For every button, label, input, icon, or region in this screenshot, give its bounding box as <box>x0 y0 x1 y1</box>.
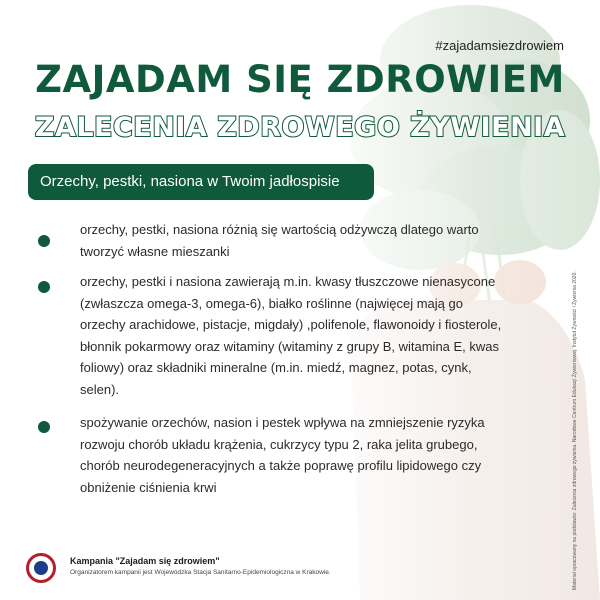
bullet-text: orzechy, pestki i nasiona zawierają m.in. kwasy tłuszczowe nienasycone (zwłaszcza omega-3, omega-6), białko roślinne (najwięcej mają go orzechy arachidowe, pistacje, migdały) ,polifenole, flawonoidy i fiosterole, błonnik pokarmowy oraz witaminy (witaminy z grupy B, witamina E, kwas foliowy) oraz składniki mineralne (m.in. miedź, magnez, potas, cynk, selen). <box>80 274 502 397</box>
section-heading: Orzechy, pestki, nasiona w Twoim jadłospisie <box>28 164 374 200</box>
bullet-text: orzechy, pestki, nasiona różnią się wartością odżywczą dlatego warto tworzyć własne mieszanki <box>80 222 479 259</box>
source-note: Materiał opracowany na podstawie: Zalecenia zdrowego żywienia. Narodowe Centrum Edukacji Żywieniowej. Instytut Żywności i Żywienia 2020. <box>572 271 578 590</box>
page-title: ZAJADAM SIĘ ZDROWIEM <box>35 58 565 101</box>
bullet-dot-icon <box>38 421 50 433</box>
bullet-dot-icon <box>38 235 50 247</box>
bullet-text: spożywanie orzechów, nasion i pestek wpływa na zmniejszenie ryzyka rozwoju chorób układu krążenia, cukrzycy typu 2, raka jelita grubego, chorób neurodegeneracyjnych a także poprawę profilu lipidowego czy obniżenie ciśnienia krwi <box>80 415 485 495</box>
footer-title: Kampania "Zajadam się zdrowiem" <box>70 556 220 566</box>
sanepid-emblem-icon <box>26 553 56 583</box>
bullet-dot-icon <box>38 281 50 293</box>
footer-subtitle: Organizatorem kampanii jest Wojewódzka Stacja Sanitarno-Epidemiologiczna w Krakowie. <box>70 569 331 576</box>
hashtag: #zajadamsiezdrowiem <box>435 38 564 53</box>
page-subtitle: ZALECENIA ZDROWEGO ŻYWIENIA <box>34 112 566 143</box>
